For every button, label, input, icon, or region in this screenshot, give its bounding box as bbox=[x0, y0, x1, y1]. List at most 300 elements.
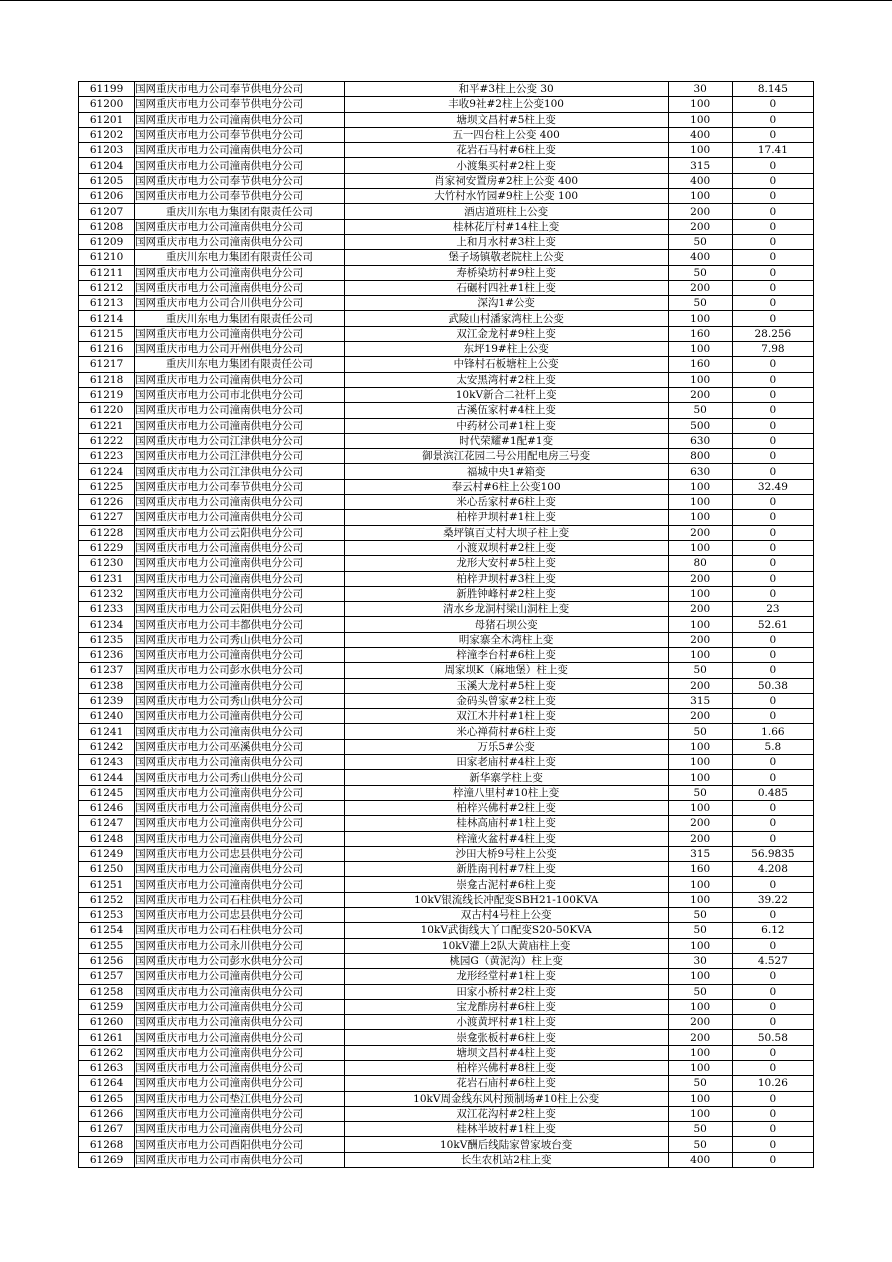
transformer-name-cell: 10kV周金线东风村预制场#10柱上公变 bbox=[344, 1091, 668, 1106]
capacity-cell: 200 bbox=[668, 525, 732, 540]
company-cell: 国网重庆市电力公司潼南供电分公司 bbox=[135, 969, 345, 984]
value-cell: 32.49 bbox=[732, 479, 813, 494]
row-id-cell: 61255 bbox=[79, 938, 135, 953]
capacity-cell: 50 bbox=[668, 663, 732, 678]
capacity-cell: 160 bbox=[668, 862, 732, 877]
company-cell: 国网重庆市电力公司潼南供电分公司 bbox=[135, 800, 345, 815]
value-cell: 39.22 bbox=[732, 892, 813, 907]
capacity-cell: 100 bbox=[668, 892, 732, 907]
row-id-cell: 61203 bbox=[79, 143, 135, 158]
company-cell: 国网重庆市电力公司石柱供电分公司 bbox=[135, 923, 345, 938]
value-cell: 1.66 bbox=[732, 724, 813, 739]
row-id-cell: 61236 bbox=[79, 647, 135, 662]
table-row bbox=[79, 387, 814, 402]
table-row bbox=[79, 602, 814, 617]
value-cell: 0 bbox=[732, 1152, 813, 1167]
value-cell: 0 bbox=[732, 204, 813, 219]
capacity-cell: 400 bbox=[668, 127, 732, 142]
transformer-name-cell: 长生农机站2柱上变 bbox=[344, 1152, 668, 1167]
table-row bbox=[79, 923, 814, 938]
transformer-name-cell: 小渡黄坪村#1柱上变 bbox=[344, 1015, 668, 1030]
table-row bbox=[79, 112, 814, 127]
row-id-cell: 61244 bbox=[79, 770, 135, 785]
company-cell: 国网重庆市电力公司潼南供电分公司 bbox=[135, 280, 345, 295]
transformer-name-cell: 福城中央1#箱变 bbox=[344, 464, 668, 479]
table-row bbox=[79, 724, 814, 739]
table-body bbox=[79, 82, 814, 1168]
value-cell: 0 bbox=[732, 755, 813, 770]
capacity-cell: 400 bbox=[668, 1152, 732, 1167]
transformer-name-cell: 新胜南刊村#7柱上变 bbox=[344, 862, 668, 877]
row-id-cell: 61216 bbox=[79, 342, 135, 357]
value-cell: 5.8 bbox=[732, 739, 813, 754]
transformer-name-cell: 双江金龙村#9柱上变 bbox=[344, 326, 668, 341]
row-id-cell: 61232 bbox=[79, 586, 135, 601]
capacity-cell: 100 bbox=[668, 770, 732, 785]
capacity-cell: 50 bbox=[668, 296, 732, 311]
capacity-cell: 100 bbox=[668, 1091, 732, 1106]
value-cell: 0 bbox=[732, 495, 813, 510]
capacity-cell: 630 bbox=[668, 433, 732, 448]
company-cell: 国网重庆市电力公司奉节供电分公司 bbox=[135, 97, 345, 112]
transformer-name-cell: 丰收9社#2柱上公变100 bbox=[344, 97, 668, 112]
transformer-name-cell: 梓潼李台村#6柱上变 bbox=[344, 647, 668, 662]
table-row bbox=[79, 342, 814, 357]
top-border-line bbox=[0, 0, 892, 1]
company-cell: 国网重庆市电力公司潼南供电分公司 bbox=[135, 647, 345, 662]
company-cell: 国网重庆市电力公司奉节供电分公司 bbox=[135, 189, 345, 204]
transformer-name-cell: 周家坝K（麻地堡）柱上变 bbox=[344, 663, 668, 678]
capacity-cell: 30 bbox=[668, 82, 732, 97]
row-id-cell: 61264 bbox=[79, 1076, 135, 1091]
company-cell: 国网重庆市电力公司永川供电分公司 bbox=[135, 938, 345, 953]
value-cell: 0 bbox=[732, 632, 813, 647]
capacity-cell: 100 bbox=[668, 586, 732, 601]
row-id-cell: 61211 bbox=[79, 265, 135, 280]
capacity-cell: 200 bbox=[668, 280, 732, 295]
capacity-cell: 50 bbox=[668, 1122, 732, 1137]
table-row bbox=[79, 739, 814, 754]
capacity-cell: 50 bbox=[668, 908, 732, 923]
transformer-name-cell: 龙形经堂村#1柱上变 bbox=[344, 969, 668, 984]
table-row bbox=[79, 877, 814, 892]
row-id-cell: 61239 bbox=[79, 693, 135, 708]
company-cell: 国网重庆市电力公司潼南供电分公司 bbox=[135, 862, 345, 877]
row-id-cell: 61248 bbox=[79, 831, 135, 846]
row-id-cell: 61207 bbox=[79, 204, 135, 219]
row-id-cell: 61240 bbox=[79, 709, 135, 724]
value-cell: 0 bbox=[732, 234, 813, 249]
table-row bbox=[79, 479, 814, 494]
table-row bbox=[79, 403, 814, 418]
transformer-name-cell: 柏梓兴佛村#8柱上变 bbox=[344, 1061, 668, 1076]
transformer-name-cell: 大竹村水竹园#9柱上公变 100 bbox=[344, 189, 668, 204]
capacity-cell: 200 bbox=[668, 678, 732, 693]
row-id-cell: 61228 bbox=[79, 525, 135, 540]
table-row bbox=[79, 617, 814, 632]
capacity-cell: 100 bbox=[668, 495, 732, 510]
company-cell: 国网重庆市电力公司潼南供电分公司 bbox=[135, 816, 345, 831]
value-cell: 0 bbox=[732, 265, 813, 280]
row-id-cell: 61201 bbox=[79, 112, 135, 127]
value-cell: 0 bbox=[732, 357, 813, 372]
company-cell: 国网重庆市电力公司潼南供电分公司 bbox=[135, 1122, 345, 1137]
company-cell: 国网重庆市电力公司潼南供电分公司 bbox=[135, 219, 345, 234]
value-cell: 0 bbox=[732, 173, 813, 188]
value-cell: 0 bbox=[732, 1045, 813, 1060]
table-row bbox=[79, 908, 814, 923]
company-cell: 国网重庆市电力公司潼南供电分公司 bbox=[135, 984, 345, 999]
capacity-cell: 50 bbox=[668, 785, 732, 800]
row-id-cell: 61235 bbox=[79, 632, 135, 647]
value-cell: 8.145 bbox=[732, 82, 813, 97]
row-id-cell: 61218 bbox=[79, 372, 135, 387]
value-cell: 0 bbox=[732, 586, 813, 601]
company-cell: 国网重庆市电力公司潼南供电分公司 bbox=[135, 540, 345, 555]
transformer-name-cell: 新胜钟峰村#2柱上变 bbox=[344, 586, 668, 601]
transformer-name-cell: 石碾村四社#1柱上变 bbox=[344, 280, 668, 295]
transformer-name-cell: 双古村4号柱上公变 bbox=[344, 908, 668, 923]
value-cell: 23 bbox=[732, 602, 813, 617]
row-id-cell: 61241 bbox=[79, 724, 135, 739]
value-cell: 0 bbox=[732, 449, 813, 464]
transformer-name-cell: 柏梓尹坝村#3柱上变 bbox=[344, 571, 668, 586]
transformer-name-cell: 明家寨全木湾柱上变 bbox=[344, 632, 668, 647]
capacity-cell: 50 bbox=[668, 984, 732, 999]
value-cell: 0 bbox=[732, 999, 813, 1014]
transformer-name-cell: 田家小桥村#2柱上变 bbox=[344, 984, 668, 999]
transformer-name-cell: 东坪19#柱上公变 bbox=[344, 342, 668, 357]
value-cell: 0 bbox=[732, 418, 813, 433]
company-cell: 国网重庆市电力公司秀山供电分公司 bbox=[135, 693, 345, 708]
transformer-name-cell: 梓潼火盆村#4柱上变 bbox=[344, 831, 668, 846]
company-cell: 国网重庆市电力公司潼南供电分公司 bbox=[135, 678, 345, 693]
value-cell: 0 bbox=[732, 647, 813, 662]
table-row bbox=[79, 755, 814, 770]
capacity-cell: 100 bbox=[668, 999, 732, 1014]
transformer-name-cell: 玉溪大龙村#5柱上变 bbox=[344, 678, 668, 693]
row-id-cell: 61224 bbox=[79, 464, 135, 479]
value-cell: 0 bbox=[732, 189, 813, 204]
transformer-name-cell: 花岩石马村#6柱上变 bbox=[344, 143, 668, 158]
row-id-cell: 61251 bbox=[79, 877, 135, 892]
table-row bbox=[79, 1137, 814, 1152]
capacity-cell: 50 bbox=[668, 724, 732, 739]
table-row bbox=[79, 1106, 814, 1121]
company-cell: 国网重庆市电力公司江津供电分公司 bbox=[135, 433, 345, 448]
value-cell: 0 bbox=[732, 433, 813, 448]
table-row bbox=[79, 770, 814, 785]
capacity-cell: 50 bbox=[668, 234, 732, 249]
value-cell: 0 bbox=[732, 800, 813, 815]
row-id-cell: 61246 bbox=[79, 800, 135, 815]
transformer-name-cell: 肖家祠安置房#2柱上公变 400 bbox=[344, 173, 668, 188]
row-id-cell: 61199 bbox=[79, 82, 135, 97]
value-cell: 0 bbox=[732, 1122, 813, 1137]
transformer-name-cell: 中药材公司#1柱上变 bbox=[344, 418, 668, 433]
capacity-cell: 160 bbox=[668, 357, 732, 372]
transformer-name-cell: 塘坝文昌村#5柱上变 bbox=[344, 112, 668, 127]
company-cell: 国网重庆市电力公司潼南供电分公司 bbox=[135, 1045, 345, 1060]
row-id-cell: 61220 bbox=[79, 403, 135, 418]
company-cell: 国网重庆市电力公司垫江供电分公司 bbox=[135, 1091, 345, 1106]
table-row bbox=[79, 846, 814, 861]
row-id-cell: 61221 bbox=[79, 418, 135, 433]
table-row bbox=[79, 709, 814, 724]
capacity-cell: 200 bbox=[668, 632, 732, 647]
row-id-cell: 61210 bbox=[79, 250, 135, 265]
capacity-cell: 30 bbox=[668, 953, 732, 968]
row-id-cell: 61226 bbox=[79, 495, 135, 510]
table-row bbox=[79, 1015, 814, 1030]
value-cell: 0.485 bbox=[732, 785, 813, 800]
capacity-cell: 100 bbox=[668, 1106, 732, 1121]
company-cell: 国网重庆市电力公司潼南供电分公司 bbox=[135, 234, 345, 249]
transformer-name-cell: 武陵山村潘家湾柱上公变 bbox=[344, 311, 668, 326]
company-cell: 国网重庆市电力公司彭水供电分公司 bbox=[135, 663, 345, 678]
table-row bbox=[79, 189, 814, 204]
transformer-name-cell: 寿桥染坊村#9柱上变 bbox=[344, 265, 668, 280]
row-id-cell: 61254 bbox=[79, 923, 135, 938]
row-id-cell: 61219 bbox=[79, 387, 135, 402]
transformer-name-cell: 桃园G（黄泥沟）柱上变 bbox=[344, 953, 668, 968]
row-id-cell: 61267 bbox=[79, 1122, 135, 1137]
value-cell: 0 bbox=[732, 296, 813, 311]
row-id-cell: 61202 bbox=[79, 127, 135, 142]
capacity-cell: 100 bbox=[668, 540, 732, 555]
row-id-cell: 61252 bbox=[79, 892, 135, 907]
table-row bbox=[79, 892, 814, 907]
row-id-cell: 61234 bbox=[79, 617, 135, 632]
value-cell: 0 bbox=[732, 403, 813, 418]
transformer-name-cell: 10kV酬后线陆家曾家坡台变 bbox=[344, 1137, 668, 1152]
table-row bbox=[79, 785, 814, 800]
value-cell: 7.98 bbox=[732, 342, 813, 357]
value-cell: 52.61 bbox=[732, 617, 813, 632]
value-cell: 0 bbox=[732, 311, 813, 326]
value-cell: 0 bbox=[732, 97, 813, 112]
company-cell: 国网重庆市电力公司潼南供电分公司 bbox=[135, 571, 345, 586]
value-cell: 0 bbox=[732, 877, 813, 892]
table-row bbox=[79, 250, 814, 265]
table-row bbox=[79, 1122, 814, 1137]
capacity-cell: 100 bbox=[668, 510, 732, 525]
row-id-cell: 61227 bbox=[79, 510, 135, 525]
table-row bbox=[79, 816, 814, 831]
capacity-cell: 400 bbox=[668, 250, 732, 265]
capacity-cell: 100 bbox=[668, 143, 732, 158]
capacity-cell: 800 bbox=[668, 449, 732, 464]
value-cell: 0 bbox=[732, 1091, 813, 1106]
company-cell: 国网重庆市电力公司秀山供电分公司 bbox=[135, 632, 345, 647]
table-row bbox=[79, 556, 814, 571]
value-cell: 56.9835 bbox=[732, 846, 813, 861]
transformer-name-cell: 小渡集买村#2柱上变 bbox=[344, 158, 668, 173]
table-row bbox=[79, 1030, 814, 1045]
table-row bbox=[79, 984, 814, 999]
capacity-cell: 50 bbox=[668, 1076, 732, 1091]
table-row bbox=[79, 280, 814, 295]
transformer-name-cell: 米心禅荷村#6柱上变 bbox=[344, 724, 668, 739]
value-cell: 50.38 bbox=[732, 678, 813, 693]
company-cell: 国网重庆市电力公司潼南供电分公司 bbox=[135, 403, 345, 418]
value-cell: 0 bbox=[732, 540, 813, 555]
capacity-cell: 100 bbox=[668, 1045, 732, 1060]
table-row bbox=[79, 143, 814, 158]
capacity-cell: 200 bbox=[668, 602, 732, 617]
company-cell: 国网重庆市电力公司奉节供电分公司 bbox=[135, 479, 345, 494]
company-cell: 国网重庆市电力公司潼南供电分公司 bbox=[135, 709, 345, 724]
transformer-name-cell: 母猪石坝公变 bbox=[344, 617, 668, 632]
row-id-cell: 61237 bbox=[79, 663, 135, 678]
transformer-name-cell: 和平#3柱上公变 30 bbox=[344, 82, 668, 97]
company-cell: 国网重庆市电力公司潼南供电分公司 bbox=[135, 265, 345, 280]
transformer-name-cell: 米心岳家村#6柱上变 bbox=[344, 495, 668, 510]
capacity-cell: 400 bbox=[668, 173, 732, 188]
capacity-cell: 200 bbox=[668, 709, 732, 724]
transformer-name-cell: 深沟1#公变 bbox=[344, 296, 668, 311]
company-cell: 国网重庆市电力公司潼南供电分公司 bbox=[135, 755, 345, 770]
table-row bbox=[79, 1152, 814, 1167]
row-id-cell: 61253 bbox=[79, 908, 135, 923]
transformer-name-cell: 双江花沟村#2柱上变 bbox=[344, 1106, 668, 1121]
table-row bbox=[79, 311, 814, 326]
row-id-cell: 61263 bbox=[79, 1061, 135, 1076]
row-id-cell: 61260 bbox=[79, 1015, 135, 1030]
company-cell: 国网重庆市电力公司巫溪供电分公司 bbox=[135, 739, 345, 754]
value-cell: 0 bbox=[732, 663, 813, 678]
table-row bbox=[79, 449, 814, 464]
value-cell: 0 bbox=[732, 1137, 813, 1152]
company-cell: 国网重庆市电力公司酉阳供电分公司 bbox=[135, 1137, 345, 1152]
row-id-cell: 61200 bbox=[79, 97, 135, 112]
transformer-name-cell: 10kV灌上2队大黄庙柱上变 bbox=[344, 938, 668, 953]
table-row bbox=[79, 97, 814, 112]
transformer-name-cell: 花岩石庙村#6柱上变 bbox=[344, 1076, 668, 1091]
value-cell: 0 bbox=[732, 464, 813, 479]
capacity-cell: 100 bbox=[668, 647, 732, 662]
value-cell: 0 bbox=[732, 984, 813, 999]
table-row bbox=[79, 938, 814, 953]
table-row bbox=[79, 204, 814, 219]
table-row bbox=[79, 540, 814, 555]
row-id-cell: 61250 bbox=[79, 862, 135, 877]
value-cell: 50.58 bbox=[732, 1030, 813, 1045]
transformer-name-cell: 时代荣耀#1配#1变 bbox=[344, 433, 668, 448]
row-id-cell: 61242 bbox=[79, 739, 135, 754]
transformer-name-cell: 中锋村石板塘柱上公变 bbox=[344, 357, 668, 372]
row-id-cell: 61233 bbox=[79, 602, 135, 617]
row-id-cell: 61209 bbox=[79, 234, 135, 249]
value-cell: 0 bbox=[732, 908, 813, 923]
table-row bbox=[79, 219, 814, 234]
row-id-cell: 61265 bbox=[79, 1091, 135, 1106]
row-id-cell: 61262 bbox=[79, 1045, 135, 1060]
row-id-cell: 61266 bbox=[79, 1106, 135, 1121]
row-id-cell: 61259 bbox=[79, 999, 135, 1014]
table-row bbox=[79, 1091, 814, 1106]
capacity-cell: 100 bbox=[668, 311, 732, 326]
value-cell: 0 bbox=[732, 831, 813, 846]
company-cell: 重庆川东电力集团有限责任公司 bbox=[135, 204, 345, 219]
value-cell: 17.41 bbox=[732, 143, 813, 158]
row-id-cell: 61245 bbox=[79, 785, 135, 800]
value-cell: 0 bbox=[732, 387, 813, 402]
table-row bbox=[79, 510, 814, 525]
transformer-name-cell: 龙形大安村#5柱上变 bbox=[344, 556, 668, 571]
capacity-cell: 160 bbox=[668, 326, 732, 341]
table-row bbox=[79, 969, 814, 984]
row-id-cell: 61213 bbox=[79, 296, 135, 311]
table-row bbox=[79, 234, 814, 249]
row-id-cell: 61268 bbox=[79, 1137, 135, 1152]
table-row bbox=[79, 525, 814, 540]
capacity-cell: 200 bbox=[668, 219, 732, 234]
capacity-cell: 500 bbox=[668, 418, 732, 433]
row-id-cell: 61258 bbox=[79, 984, 135, 999]
table-row bbox=[79, 418, 814, 433]
company-cell: 国网重庆市电力公司开州供电分公司 bbox=[135, 342, 345, 357]
table-row bbox=[79, 831, 814, 846]
table-row bbox=[79, 357, 814, 372]
value-cell: 0 bbox=[732, 969, 813, 984]
company-cell: 国网重庆市电力公司潼南供电分公司 bbox=[135, 999, 345, 1014]
company-cell: 国网重庆市电力公司潼南供电分公司 bbox=[135, 418, 345, 433]
table-row bbox=[79, 326, 814, 341]
value-cell: 0 bbox=[732, 280, 813, 295]
company-cell: 国网重庆市电力公司潼南供电分公司 bbox=[135, 158, 345, 173]
capacity-cell: 50 bbox=[668, 923, 732, 938]
company-cell: 国网重庆市电力公司潼南供电分公司 bbox=[135, 724, 345, 739]
capacity-cell: 630 bbox=[668, 464, 732, 479]
company-cell: 国网重庆市电力公司石柱供电分公司 bbox=[135, 892, 345, 907]
company-cell: 国网重庆市电力公司市南供电分公司 bbox=[135, 1152, 345, 1167]
company-cell: 国网重庆市电力公司潼南供电分公司 bbox=[135, 831, 345, 846]
capacity-cell: 100 bbox=[668, 342, 732, 357]
transformer-name-cell: 金码头曾家#2柱上变 bbox=[344, 693, 668, 708]
company-cell: 重庆川东电力集团有限责任公司 bbox=[135, 250, 345, 265]
value-cell: 0 bbox=[732, 525, 813, 540]
value-cell: 0 bbox=[732, 693, 813, 708]
row-id-cell: 61249 bbox=[79, 846, 135, 861]
row-id-cell: 61256 bbox=[79, 953, 135, 968]
capacity-cell: 100 bbox=[668, 1061, 732, 1076]
capacity-cell: 80 bbox=[668, 556, 732, 571]
row-id-cell: 61214 bbox=[79, 311, 135, 326]
row-id-cell: 61204 bbox=[79, 158, 135, 173]
transformer-name-cell: 太安黑湾村#2柱上变 bbox=[344, 372, 668, 387]
capacity-cell: 200 bbox=[668, 831, 732, 846]
table-row bbox=[79, 265, 814, 280]
transformer-name-cell: 10kV武街线大丫口配变S20-50KVA bbox=[344, 923, 668, 938]
table-row bbox=[79, 296, 814, 311]
company-cell: 国网重庆市电力公司云阳供电分公司 bbox=[135, 602, 345, 617]
capacity-cell: 100 bbox=[668, 800, 732, 815]
capacity-cell: 100 bbox=[668, 112, 732, 127]
table-row bbox=[79, 173, 814, 188]
transformer-name-cell: 双江木井村#1柱上变 bbox=[344, 709, 668, 724]
capacity-cell: 315 bbox=[668, 693, 732, 708]
transformer-name-cell: 万乐5#公变 bbox=[344, 739, 668, 754]
table-row bbox=[79, 372, 814, 387]
value-cell: 0 bbox=[732, 556, 813, 571]
company-cell: 国网重庆市电力公司奉节供电分公司 bbox=[135, 82, 345, 97]
value-cell: 0 bbox=[732, 938, 813, 953]
company-cell: 国网重庆市电力公司潼南供电分公司 bbox=[135, 1076, 345, 1091]
company-cell: 国网重庆市电力公司潼南供电分公司 bbox=[135, 1015, 345, 1030]
company-cell: 国网重庆市电力公司忠县供电分公司 bbox=[135, 908, 345, 923]
transformer-name-cell: 小渡双坝村#2柱上变 bbox=[344, 540, 668, 555]
